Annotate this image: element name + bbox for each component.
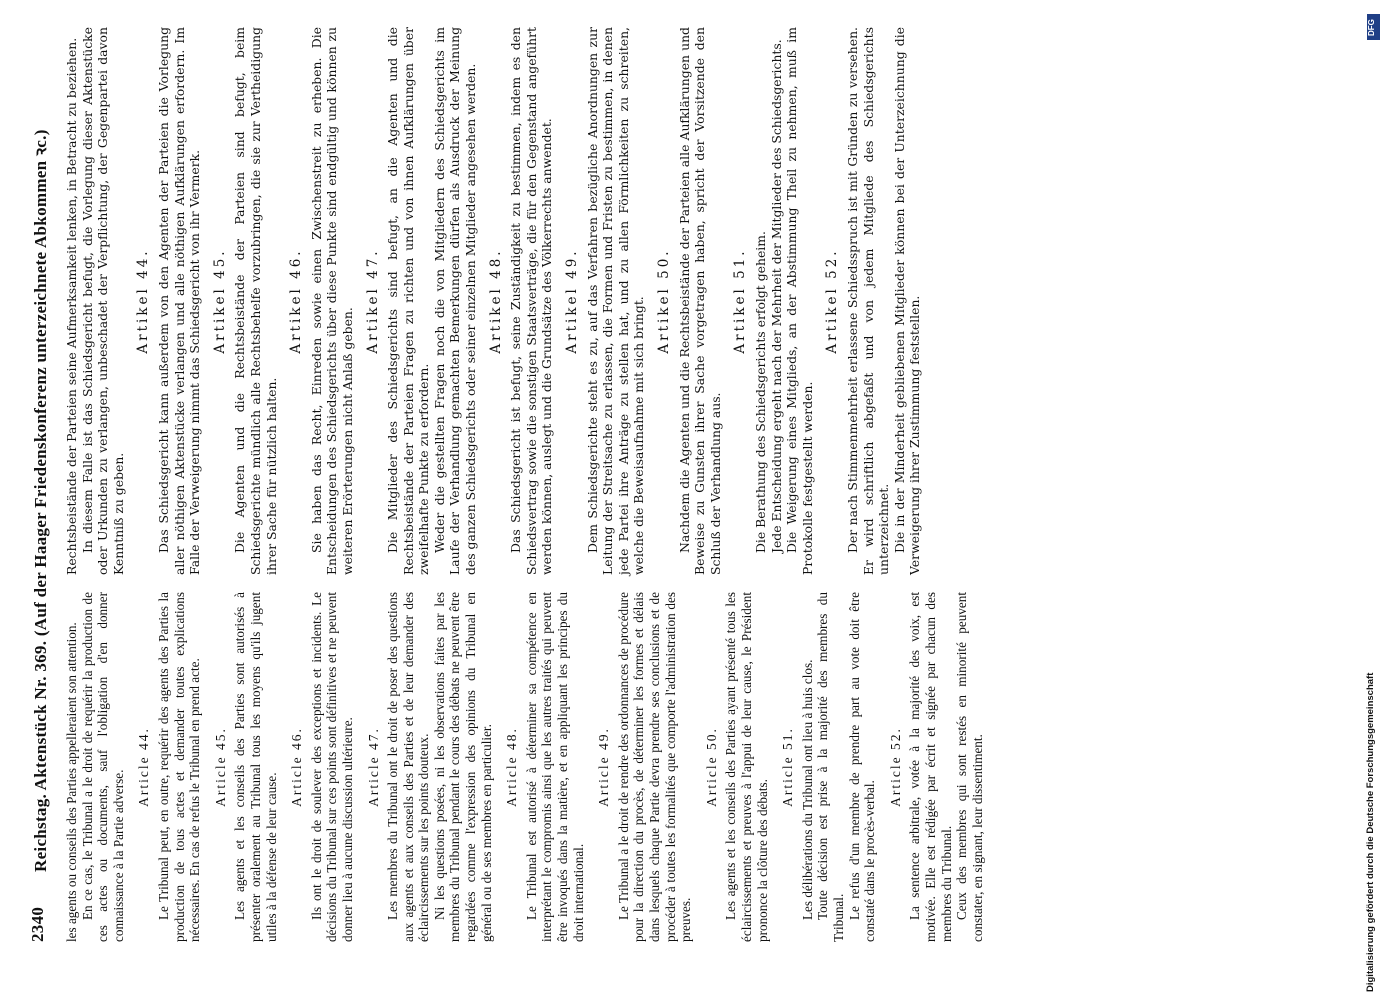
german-article-paragraph: Die in der Minderheit gebliebenen Mitglieder können bei der Unterzeichnung die Verweigerung ihrer Zustimmung feststellen. bbox=[891, 27, 923, 575]
french-article-title: Article 47. bbox=[365, 727, 381, 807]
german-article-paragraph: Nachdem die Agenten und die Rechtsbeistände der Parteien alle Aufklärungen und Beweise zu Gunsten ihrer Sache vorgetragen haben, spricht der Vorsitzende den Schluß der Verhandlung aus. bbox=[676, 27, 723, 575]
digitization-credit: Digitalisierung gefördert durch die Deutsche Forschungsgemeinschaft bbox=[1365, 672, 1376, 992]
german-article-title: Artikel 51. bbox=[732, 248, 749, 354]
page-number: 2340 bbox=[28, 906, 47, 942]
french-opening-para: les agents ou conseils des Parties appelleraient son attention. bbox=[64, 622, 79, 942]
french-article-paragraph: Toute décision est prise à la majorité des membres du Tribunal. bbox=[815, 592, 846, 942]
french-article-title: Article 48. bbox=[504, 727, 520, 807]
german-article-paragraph: Die Weigerung eines Mitglieds, an der Abstimmung Theil zu nehmen, muß im Protokolle festgestellt werden. bbox=[784, 27, 815, 575]
german-article-paragraph: Die Berathung des Schiedsgerichts erfolgt geheim. bbox=[752, 231, 768, 553]
german-article-paragraph: Das Schiedsgericht kann außerdem von den Agenten der Parteien die Vorlegung aller nöthigen Aktenstücke verlangen und alle nöthigen Aufklärungen erfordern. Im Falle der Verweigerung nimmt das Schiedsgericht von ihr Vermerk. bbox=[155, 27, 203, 575]
german-article-title: Artikel 44. bbox=[135, 248, 152, 354]
french-articles bbox=[136, 592, 985, 942]
german-article-paragraph: Weder die gestellten Fragen noch die von Mitgliedern des Schiedsgerichts im Laufe der Verhandlung gemachten Bemerkungen dürfen als Ausdruck der Meinung des ganzen Schiedsgerichts oder seiner einzelnen Mitglieder angesehen werden. bbox=[431, 27, 479, 575]
french-article-paragraph: Les agents et les conseils des Parties ayant présenté tous les éclaircissements et preuves à l'appui de leur cause, le Président prononce la clôture des débats. bbox=[723, 592, 770, 942]
french-article-paragraph: Le refus d'un membre de prendre part au vote doit être constaté dans le procès-verbal. bbox=[846, 592, 878, 942]
french-article-title: Article 46. bbox=[289, 727, 305, 807]
german-article-paragraph: Jede Entscheidung ergeht nach der Mehrheit der Mitglieder des Schiedsgerichts. bbox=[768, 39, 784, 553]
german-article-paragraph: Das Schiedsgericht ist befugt, seine Zuständigkeit zu bestimmen, indem es den Schiedsvertrag sowie die sonstigen Staatsverträge, die für den Gegenstand angeführt werden können, auslegt und die Grundsätze des Völkerrechts anwendet. bbox=[508, 27, 555, 575]
german-article-paragraph: Die Agenten und die Rechtsbeistände der Parteien sind befugt, beim Schiedsgerichte mündlich alle Rechtsbehelfe vorzubringen, die sie zur Vertheidigung ihrer Sache für nützlich halten. bbox=[232, 27, 279, 575]
german-article-paragraph: Sie haben das Recht, Einreden sowie einen Zwischenstreit zu erheben. Die Entscheidungen des Schiedsgerichts über diese Punkte sind endgültig und können zu weiteren Erörterungen nicht Anlaß geben. bbox=[308, 27, 355, 575]
german-article-title: Artikel 52. bbox=[824, 248, 841, 354]
dfg-logo bbox=[1367, 14, 1380, 40]
french-article-paragraph: Le Tribunal est autorisé à déterminer sa compétence en interprétant le compromis ainsi que les autres traités qui peuvent être invoqués dans la matière, et en appliquant les principes du droit international. bbox=[523, 592, 586, 942]
french-article-paragraph: Ni les questions posées, ni les observations faites par les membres du Tribunal pendant le cours des débats ne peuvent être regardées comme l'expression des opinions du Tribunal en général ou de ses membres en particulier. bbox=[431, 592, 494, 942]
german-article-paragraph: Dem Schiedsgerichte steht es zu, auf das Verfahren bezügliche Anordnungen zur Leitung der Streitsache zu erlassen, die Formen und Fristen zu bestimmen, in denen jede Partei ihre Anträge zu stellen hat, und zu allen Förmlichkeiten zu schreiten, welche die Beweisaufnahme mit sich bringt. bbox=[584, 27, 647, 575]
french-article-paragraph: Ils ont le droit de soulever des exceptions et incidents. Le décisions du Tribunal sur ces points sont définitives et ne peuvent donner lieu à aucune discussion ultérieure. bbox=[308, 592, 355, 942]
german-opening-para: Rechtsbeistände der Parteien seine Aufmerksamkeit lenken, in Betracht zu beziehen. bbox=[64, 37, 79, 575]
german-column bbox=[64, 27, 923, 575]
dfg-logo-text: DFG bbox=[1367, 19, 1376, 36]
french-article-title: Article 44. bbox=[136, 727, 152, 807]
french-article-paragraph: Le Tribunal peut, en outre, requérir des agents des Parties la production de tous actes et demander toutes explications nécessaires. En cas de refus le Tribunal en prend acte. bbox=[155, 592, 203, 942]
french-article-title: Article 51. bbox=[780, 727, 796, 807]
page-header bbox=[16, 27, 56, 942]
german-articles bbox=[136, 27, 923, 575]
french-article-paragraph: Le Tribunal a le droit de rendre des ordonnances de procédure pour la direction du procès, de déterminer les formes et délais dans lesquels chaque Partie devra prendre ses conclusions et de procéder à toutes les formalités que comporte l'administration des preuves. bbox=[615, 592, 694, 942]
french-article-title: Article 50. bbox=[703, 727, 719, 807]
german-article-title: Artikel 46. bbox=[288, 248, 305, 354]
french-column bbox=[64, 592, 985, 942]
french-article-paragraph: La sentence arbitrale, votée à la majorité des voix, est motivée. Elle est rédigée par écrit et signée par chacun des membres du Tribunal. bbox=[907, 592, 954, 942]
french-article-title: Article 49. bbox=[596, 727, 612, 807]
french-article-paragraph: Ceux des membres qui sont restés en minorité peuvent constater, en signant, leur dissentiment. bbox=[954, 592, 985, 942]
german-article-title: Artikel 49. bbox=[564, 248, 581, 354]
french-article-title: Article 52. bbox=[887, 727, 903, 807]
german-article-title: Artikel 48. bbox=[487, 248, 504, 354]
page-content bbox=[16, 27, 1316, 942]
french-article-paragraph: Les délibérations du Tribunal ont lieu à huis clos. bbox=[799, 659, 815, 920]
german-article-paragraph: Der nach Stimmenmehrheit erlassene Schiedsspruch ist mit Gründen zu versehen. Er wird schriftlich abgefaßt und von jedem Mitgliede des Schiedsgerichts unterzeichnet. bbox=[844, 27, 892, 575]
running-title: Reichstag. Aktenstück Nr. 369. (Auf der Haager Friedenskonferenz unterzeichnete Abkommen ꝛc.) bbox=[31, 129, 50, 872]
french-article-paragraph: Les agents et les conseils des Parties sont autorisés à présenter oralement au Tribunal tous les moyens qu'ils jugent utiles à la défense de leur cause. bbox=[232, 592, 279, 942]
french-article-paragraph: Les membres du Tribunal ont le droit de poser des questions aux agents et aux conseils des Parties et de leur demander des éclaircissements sur les points douteux. bbox=[385, 592, 432, 942]
french-article-title: Article 45. bbox=[212, 727, 228, 807]
german-article-title: Artikel 50. bbox=[656, 248, 672, 354]
french-opening-para: En ce cas, le Tribunal a le droit de requérir la production de ces actes ou documents, sauf l'obligation d'en donner connaissance à la Partie adverse. bbox=[79, 592, 126, 942]
german-article-paragraph: Die Mitglieder des Schiedsgerichts sind befugt, an die Agenten und die Rechtsbeistände der Parteien Fragen zu richten und von ihnen Aufklärungen über zweifelhafte Punkte zu erfordern. bbox=[385, 27, 432, 575]
german-opening-para: In diesem Falle ist das Schiedsgericht befugt, die Vorlegung dieser Aktenstücke oder Urkunden zu verlangen, unbeschadet der Verpflichtung, der Gegenpartei davon Kenntniß zu geben. bbox=[79, 27, 126, 575]
german-article-title: Artikel 45. bbox=[211, 248, 228, 354]
german-article-title: Artikel 47. bbox=[364, 248, 381, 354]
